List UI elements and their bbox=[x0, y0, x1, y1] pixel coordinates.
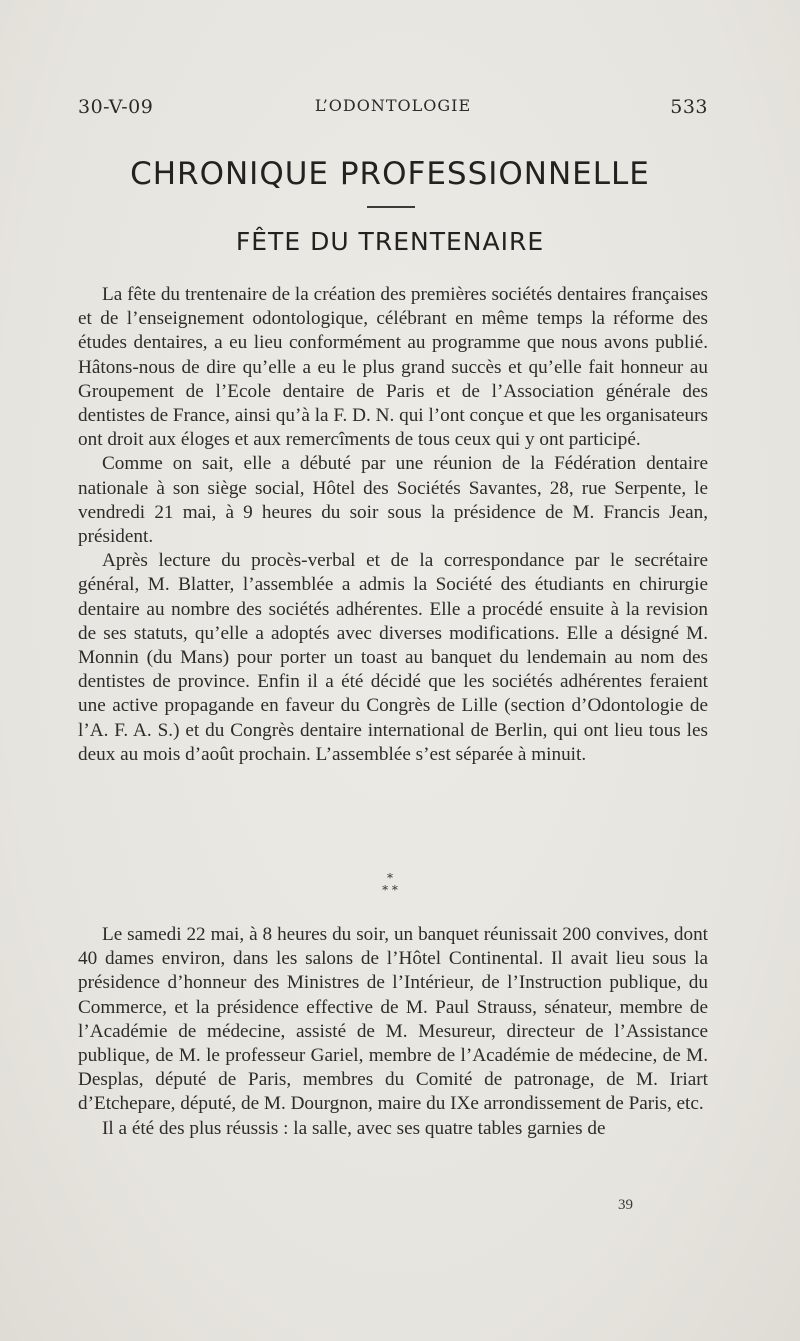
page-number: 533 bbox=[670, 96, 708, 118]
article-body bbox=[78, 283, 708, 767]
title-divider bbox=[367, 206, 415, 208]
running-head bbox=[78, 96, 708, 120]
asterism-bottom: * * bbox=[382, 883, 398, 897]
asterism-separator bbox=[370, 872, 410, 896]
article-body-continued bbox=[78, 923, 708, 1141]
issue-date: 30-V-09 bbox=[78, 96, 154, 118]
paragraph: Le samedi 22 mai, à 8 heures du soir, un banquet réunissait 200 convives, dont 40 dames environ, dans les salons de l’Hôtel Continental. Il avait lieu sous la présidence d’honneur des Ministres de l’Intérieur, de l’Instruction publique, du Commerce, et la présidence effective de M. Paul Strauss, sénateur, membre de l’Académie de médecine, assisté de M. Mesureur, directeur de l’Assistance publique, de M. le professeur Gariel, membre de l’Académie de médecine, de M. Desplas, député de Paris, membres du Comité de patronage, de M. Iriart d’Etchepare, député, de M. Dourgnon, maire du IXe arrondissement de Paris, etc. bbox=[78, 924, 708, 1115]
paragraph: La fête du trentenaire de la création des premières sociétés dentaires françaises et de l’enseignement odontologique, célébrant en même temps la réforme des études dentaires, a eu lieu conformément au programme que nous avons publié. Hâtons-nous de dire qu’elle a eu le plus grand succès et qu’elle fait honneur au Groupement de l’Ecole dentaire de Paris et de l’Association générale des dentistes de France, ainsi qu’à la F. D. N. qui l’ont conçue et que les organisateurs ont droit aux éloges et aux remercîments de tous ceux qui y ont participé. bbox=[78, 284, 708, 451]
journal-name: L’ODONTOLOGIE bbox=[314, 96, 472, 115]
signature-mark: 39 bbox=[618, 1197, 633, 1213]
section-title: CHRONIQUE PROFESSIONNELLE bbox=[130, 156, 650, 192]
paragraph: Après lecture du procès-verbal et de la correspondance par le secrétaire général, M. Blatter, l’assemblée a admis la Société des étudiants en chirurgie dentaire au nombre des sociétés adhérentes. Elle a procédé ensuite à la revision de ses statuts, qu’elle a adoptés avec diverses modifications. Elle a désigné M. Monnin (du Mans) pour porter un toast au banquet du lendemain au nom des dentistes de province. Enfin il a été décidé que les sociétés adhérentes feraient une active propagande en faveur du Congrès de Lille (section d’Odontologie de l’A. F. A. S.) et du Congrès dentaire international de Berlin, qui ont lieu tous les deux au mois d’août prochain. L’assemblée s’est séparée à minuit. bbox=[78, 550, 708, 765]
paragraph: Il a été des plus réussis : la salle, avec ses quatre tables garnies de bbox=[102, 1117, 606, 1139]
paragraph: Comme on sait, elle a débuté par une réunion de la Fédération dentaire nationale à son siège social, Hôtel des Sociétés Savantes, 28, rue Serpente, le vendredi 21 mai, à 9 heures du soir sous la présidence de M. Francis Jean, président. bbox=[78, 453, 708, 548]
article-title: FÊTE DU TRENTENAIRE bbox=[235, 227, 545, 256]
asterism-top: * bbox=[387, 871, 393, 885]
